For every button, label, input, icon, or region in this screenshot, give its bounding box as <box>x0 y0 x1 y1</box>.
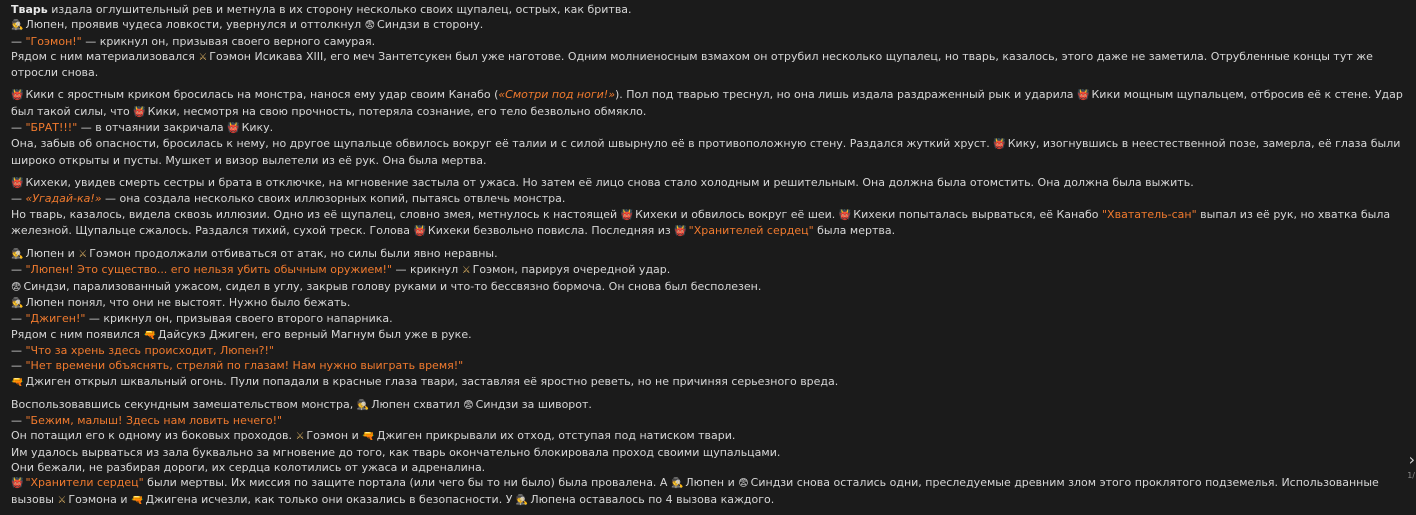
demon-face-icon: 👹 <box>1077 90 1090 102</box>
line-text: Гоэмона и <box>68 492 131 506</box>
story-line <box>11 374 1403 390</box>
dialogue-highlight: "Хранители сердец" <box>25 476 144 490</box>
story-line <box>11 49 1403 81</box>
line-text: — <box>11 121 26 135</box>
story-paragraph <box>11 87 1403 167</box>
line-text: Люпен и <box>25 247 79 261</box>
story-line <box>11 279 1403 295</box>
story-line <box>11 120 1403 136</box>
demon-face-icon: 👹 <box>674 225 687 237</box>
line-text: Он потащил его к одному из боковых проходов. <box>11 429 296 443</box>
dialogue-highlight: "Джиген!" <box>25 312 86 326</box>
gun-icon: 🔫 <box>11 376 24 388</box>
line-text: Люпен понял, что они не выстоят. Нужно было бежать. <box>25 296 351 310</box>
story-line <box>11 17 1403 33</box>
dialogue-highlight: "Хранителей сердец" <box>688 223 814 237</box>
line-text: — <box>11 192 26 206</box>
story-line <box>11 175 1403 191</box>
thief-icon: 🕵 <box>11 298 24 310</box>
line-text: Кику. <box>241 121 274 135</box>
line-text: Джиген прикрывали их отход, отступая под натиском твари. <box>376 429 736 443</box>
story-line <box>11 397 1403 413</box>
thief-icon: 🕵 <box>356 399 370 411</box>
line-text: Но тварь, казалось, видела сквозь иллюзии. Одно из её щупалец, словно змея, метнулось к настоящей <box>11 207 621 221</box>
thief-icon: 🕵 <box>11 249 24 261</box>
shinji-icon: 😨 <box>364 20 376 32</box>
shinji-icon: 😨 <box>463 399 474 411</box>
story-line <box>11 191 1403 206</box>
dialogue-highlight: «Угадай-ка!» <box>25 192 102 206</box>
line-text: издала оглушительный рев и метнула в их сторону несколько своих щупалец, острых, как бритва. <box>47 3 632 16</box>
page-counter: 1/ <box>1407 471 1415 480</box>
story-paragraph <box>11 175 1403 239</box>
line-text: Кихеки попыталась вырваться, её Канабо <box>853 207 1102 221</box>
line-text: Кики с яростным криком бросилась на монстра, нанося ему удар своим Канабо ( <box>25 88 499 102</box>
line-text: Рядом с ним материализовался <box>11 49 199 63</box>
shinji-icon: 😨 <box>11 281 22 293</box>
story-line <box>11 295 1403 311</box>
line-text: — <box>11 312 26 326</box>
katana-icon: ⚔ <box>57 494 67 506</box>
story-paragraph <box>11 246 1403 390</box>
story-line <box>11 428 1403 444</box>
line-text: Джиген открыл шквальный огонь. Пули попадали в красные глаза твари, заставляя её яростно реветь, но не причиняя серьезного вреда. <box>25 374 839 388</box>
gun-icon: 🔫 <box>362 431 375 443</box>
story-line <box>11 413 1403 428</box>
line-text: Синдзи за шиворот. <box>475 397 592 411</box>
line-text: ). Пол под тварью треснул, но она лишь издала раздраженный рык и ударила <box>614 88 1078 102</box>
line-text: Кики, несмотря на свою прочность, потеряла сознание, его тело безвольно обмякло. <box>147 104 647 118</box>
thief-icon: 🕵 <box>11 20 24 32</box>
katana-icon: ⚔ <box>78 249 88 261</box>
shinji-icon: 😨 <box>738 478 749 490</box>
line-text: Кихеки, увидев смерть сестры и брата в отключке, на мгновение застыла от ужаса. Но затем её лицо снова стало холодным и решительным. Она должна была отомстить. Она должна была выжить. <box>25 175 1194 189</box>
line-text: Синдзи, парализованный ужасом, сидел в углу, закрыв голову руками и что-то бессвязно бормоча. Он снова был бесполезен. <box>23 279 762 293</box>
line-text: — крикнул он, призывая своего второго напарника. <box>85 312 393 326</box>
line-text: Синдзи в сторону. <box>377 18 484 32</box>
dialogue-highlight: «Смотри под ноги!» <box>498 88 615 102</box>
demon-face-icon: 👹 <box>838 209 852 221</box>
line-text: Гоэмон Исикава XIII, его меч Зантетсукен был уже наготове. Одним молниеносным взмахом он отрубил несколько щупалец, но тварь, казалось, этого даже не заметила. Отрубленные концы тут же отросли снова. <box>11 49 1373 80</box>
line-text: Люпен схватил <box>371 397 464 411</box>
dialogue-highlight: "БРАТ!!!" <box>25 121 78 135</box>
demon-face-icon: 👹 <box>11 90 24 102</box>
story-line <box>11 358 1403 373</box>
line-text: — крикнул <box>392 263 462 277</box>
line-text: — она создала несколько своих иллюзорных копий, пытаясь отвлечь монстра. <box>101 192 566 206</box>
demon-face-icon: 👹 <box>133 106 146 118</box>
line-text: Гоэмон и <box>306 429 363 443</box>
dialogue-highlight: "Люпен! Это существо... его нельзя убить обычным оружием!" <box>25 263 393 277</box>
line-text: Гоэмон, парируя очередной удар. <box>472 263 671 277</box>
story-paragraph <box>11 2 1403 80</box>
story-line <box>11 262 1403 278</box>
line-text: Рядом с ним появился <box>11 327 144 341</box>
creature-name: Тварь <box>11 3 48 16</box>
story-line <box>11 87 1403 120</box>
line-text: выпал из её рук, но хватка была железной. Щупальце сжалось. Раздался тихий, сухой треск. Голова <box>11 207 1391 237</box>
dialogue-highlight: "Что за хрень здесь происходит, Люпен?!" <box>25 343 274 357</box>
katana-icon: ⚔ <box>198 51 208 63</box>
dialogue-highlight: "Гоэмон!" <box>25 34 82 48</box>
demon-face-icon: 👹 <box>11 478 24 490</box>
katana-icon: ⚔ <box>295 431 305 443</box>
thief-icon: 🕵 <box>515 494 529 506</box>
story-line <box>11 475 1403 508</box>
line-text: Люпена оставалось по 4 вызова каждого. <box>530 492 775 506</box>
line-text: Кихеки безвольно повисла. Последняя из <box>427 223 675 237</box>
line-text: — крикнул он, призывая своего верного самурая. <box>81 34 376 48</box>
line-text: Кихеки и обвилось вокруг её шеи. <box>635 207 839 221</box>
thief-icon: 🕵 <box>670 478 684 490</box>
line-text: Воспользовавшись секундным замешательством монстра, <box>11 397 357 411</box>
line-text: Джигена исчезли, как только они оказались в безопасности. У <box>145 492 516 506</box>
demon-face-icon: 👹 <box>993 139 1006 151</box>
line-text: Кику, изогнувшись в неестественной позе, замерла, её глаза были широко открыты и пусты. Мушкет и визор вылетели из её рук. Она была мертва. <box>11 137 1401 167</box>
demon-face-icon: 👹 <box>227 123 240 135</box>
line-text: Им удалось вырваться из зала буквально за мгновение до того, как тварь окончательно блокировала проход своими щупальцами. <box>11 445 781 459</box>
demon-face-icon: 👹 <box>413 225 426 237</box>
katana-icon: ⚔ <box>461 265 471 277</box>
chevron-right-icon[interactable]: › <box>1408 450 1415 469</box>
dialogue-highlight: "Хвататель-сан" <box>1102 207 1197 221</box>
line-text: Кики мощным щупальцем, отбросив её к стене. Удар был такой силы, что <box>11 88 1403 118</box>
story-line <box>11 445 1403 460</box>
demon-face-icon: 👹 <box>11 177 24 189</box>
story-line <box>11 343 1403 358</box>
story-line <box>11 34 1403 49</box>
line-text: Дайсукэ Джиген, его верный Магнум был уже в руке. <box>157 327 472 341</box>
line-text: — <box>11 263 26 277</box>
line-text: Люпен, проявив чудеса ловкости, увернулся и оттолкнул <box>25 18 365 32</box>
story-paragraph <box>11 397 1403 508</box>
story-line <box>11 460 1403 475</box>
story-line <box>11 2 1403 17</box>
line-text: — <box>11 34 26 48</box>
dialogue-highlight: "Нет времени объяснять, стреляй по глазам! Нам нужно выиграть время!" <box>25 359 464 373</box>
line-text: была мертва. <box>813 223 896 237</box>
line-text: Люпен и <box>685 476 739 490</box>
story-line <box>11 207 1403 240</box>
line-text: Она, забыв об опасности, бросилась к нему, но другое щупальце обвилось вокруг её талии и с силой швырнуло её в противоположную стену. Раздался жуткий хруст. <box>11 137 994 151</box>
line-text: Синдзи снова остались одни, преследуемые древним злом этого проклятого подземелья. Использованные вызовы <box>11 476 1379 506</box>
chat-message-story <box>11 2 1403 515</box>
dialogue-highlight: "Бежим, малыш! Здесь нам ловить нечего!" <box>25 414 283 428</box>
story-line <box>11 136 1403 168</box>
story-line <box>11 311 1403 326</box>
line-text: Гоэмон продолжали отбиваться от атак, но силы были явно неравны. <box>89 247 498 261</box>
line-text: были мертвы. Их миссия по защите портала (или чего бы то ни было) была провалена. А <box>143 476 671 490</box>
gun-icon: 🔫 <box>143 329 156 341</box>
story-line <box>11 327 1403 343</box>
line-text: — <box>11 343 26 357</box>
line-text: — <box>11 359 26 373</box>
line-text: — <box>11 414 26 428</box>
line-text: Они бежали, не разбирая дороги, их сердца колотились от ужаса и адреналина. <box>11 461 486 475</box>
gun-icon: 🔫 <box>130 494 144 506</box>
line-text: — в отчаянии закричала <box>77 121 228 135</box>
demon-face-icon: 👹 <box>620 209 634 221</box>
story-line <box>11 246 1403 262</box>
